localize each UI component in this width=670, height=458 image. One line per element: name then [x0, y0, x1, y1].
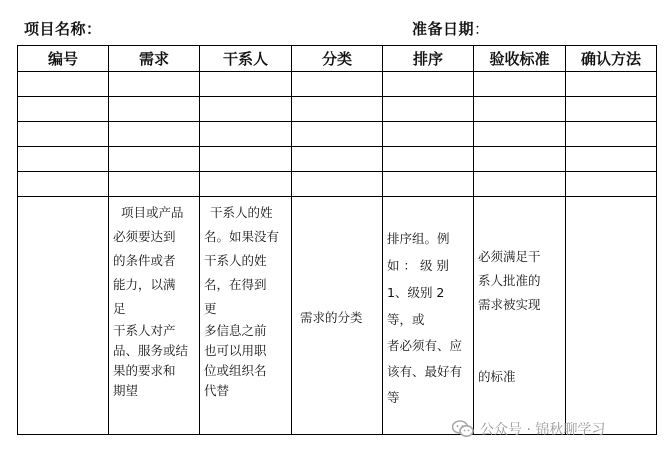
empty-id-cell[interactable]	[18, 122, 109, 147]
wechat-icon	[452, 420, 474, 438]
requirements-table	[17, 45, 657, 435]
cell-line: 必须要达到	[113, 229, 176, 244]
cell-line: 该有、最好有	[387, 364, 463, 379]
column-header-stakeholder: 干系人	[200, 46, 292, 72]
column-header-verification: 确认方法	[566, 46, 657, 72]
empty-category-cell[interactable]	[292, 72, 383, 97]
table-row	[18, 172, 657, 197]
cell-line: 期望	[113, 383, 139, 398]
cell-line: 必须满足干	[478, 249, 541, 264]
cell-line: 能力，以满	[113, 277, 176, 292]
empty-requirement-cell[interactable]	[109, 122, 200, 147]
requirement-cell[interactable]	[109, 197, 200, 435]
cell-line: 位或组织名	[204, 363, 267, 378]
stakeholder-cell[interactable]	[200, 197, 292, 435]
empty-category-cell[interactable]	[292, 147, 383, 172]
project-name-text: 项目名称	[24, 20, 87, 38]
cell-line: 系人批准的	[478, 273, 541, 288]
empty-stakeholder-cell[interactable]	[200, 72, 292, 97]
cell-line: 项目或产品	[121, 205, 184, 220]
empty-id-cell[interactable]	[18, 172, 109, 197]
cell-line: 品、服务或结	[113, 343, 189, 358]
empty-acceptance-cell[interactable]	[474, 122, 566, 147]
empty-acceptance-cell[interactable]	[474, 172, 566, 197]
acceptance-text	[474, 197, 565, 389]
cell-line: 干系人的姓	[210, 205, 273, 220]
category-text: 需求的分类	[300, 309, 363, 325]
empty-id-cell[interactable]	[18, 147, 109, 172]
empty-priority-cell[interactable]	[383, 147, 474, 172]
table-row	[18, 72, 657, 97]
verification-cell[interactable]	[566, 197, 657, 435]
column-header-requirement: 需求	[109, 46, 200, 72]
cell-line: 干系人对产	[113, 323, 176, 338]
acceptance-cell[interactable]	[474, 197, 566, 435]
priority-cell[interactable]	[383, 197, 474, 435]
empty-acceptance-cell[interactable]	[474, 147, 566, 172]
empty-id-cell[interactable]	[18, 72, 109, 97]
project-name-label	[24, 18, 102, 39]
empty-stakeholder-cell[interactable]	[200, 172, 292, 197]
empty-verification-cell[interactable]	[566, 97, 657, 122]
cell-line: 者必须有、应	[387, 338, 463, 353]
cell-line: 排序组。例	[387, 231, 450, 246]
empty-requirement-cell[interactable]	[109, 97, 200, 122]
id-cell[interactable]	[18, 197, 109, 435]
category-cell[interactable]	[292, 197, 383, 435]
empty-priority-cell[interactable]	[383, 122, 474, 147]
cell-line: 多信息之前	[204, 323, 267, 338]
table-row	[18, 97, 657, 122]
watermark-text: 公众号 · 锦秋聊学习	[480, 422, 606, 438]
priority-text	[383, 197, 473, 411]
cell-line: 的标准	[478, 369, 516, 384]
empty-priority-cell[interactable]	[383, 172, 474, 197]
cell-line: 足	[113, 301, 126, 316]
table-header-row	[18, 46, 657, 72]
empty-stakeholder-cell[interactable]	[200, 97, 292, 122]
cell-line: 果的要求和	[113, 363, 176, 378]
empty-verification-cell[interactable]	[566, 172, 657, 197]
empty-id-cell[interactable]	[18, 97, 109, 122]
watermark	[452, 418, 605, 440]
cell-line: 名，在得到	[204, 277, 267, 292]
prepare-date-label	[412, 18, 490, 39]
empty-requirement-cell[interactable]	[109, 72, 200, 97]
empty-category-cell[interactable]	[292, 172, 383, 197]
table-row	[18, 122, 657, 147]
table-row	[18, 147, 657, 172]
empty-priority-cell[interactable]	[383, 97, 474, 122]
empty-stakeholder-cell[interactable]	[200, 147, 292, 172]
empty-requirement-cell[interactable]	[109, 147, 200, 172]
cell-line: 更	[204, 301, 217, 316]
column-header-id: 编号	[18, 46, 109, 72]
cell-line: 如 ： 级 别	[387, 258, 449, 273]
empty-requirement-cell[interactable]	[109, 172, 200, 197]
cell-line: 等	[387, 390, 400, 405]
cell-line: 也可以用职	[204, 343, 267, 358]
column-header-priority: 排序	[383, 46, 474, 72]
empty-priority-cell[interactable]	[383, 72, 474, 97]
empty-stakeholder-cell[interactable]	[200, 122, 292, 147]
empty-verification-cell[interactable]	[566, 147, 657, 172]
cell-line: 需求被实现	[478, 297, 541, 312]
stakeholder-text	[200, 197, 291, 401]
cell-line: 代替	[204, 383, 230, 398]
cell-line: 等，或	[387, 312, 425, 327]
empty-acceptance-cell[interactable]	[474, 72, 566, 97]
empty-verification-cell[interactable]	[566, 72, 657, 97]
empty-acceptance-cell[interactable]	[474, 97, 566, 122]
column-header-category: 分类	[292, 46, 383, 72]
requirement-text	[109, 197, 199, 401]
empty-verification-cell[interactable]	[566, 122, 657, 147]
description-row	[18, 197, 657, 435]
cell-line: 1、级别 2	[387, 285, 445, 300]
prepare-date-text: 准备日期	[412, 20, 475, 38]
cell-line: 干系人的姓	[204, 253, 267, 268]
cell-line: 名。如果没有	[204, 229, 280, 244]
prepare-date-colon: ：	[474, 20, 490, 38]
empty-category-cell[interactable]	[292, 97, 383, 122]
project-name-colon: ：	[86, 20, 102, 38]
cell-line: 的条件或者	[113, 253, 176, 268]
column-header-acceptance: 验收标准	[474, 46, 566, 72]
empty-category-cell[interactable]	[292, 122, 383, 147]
